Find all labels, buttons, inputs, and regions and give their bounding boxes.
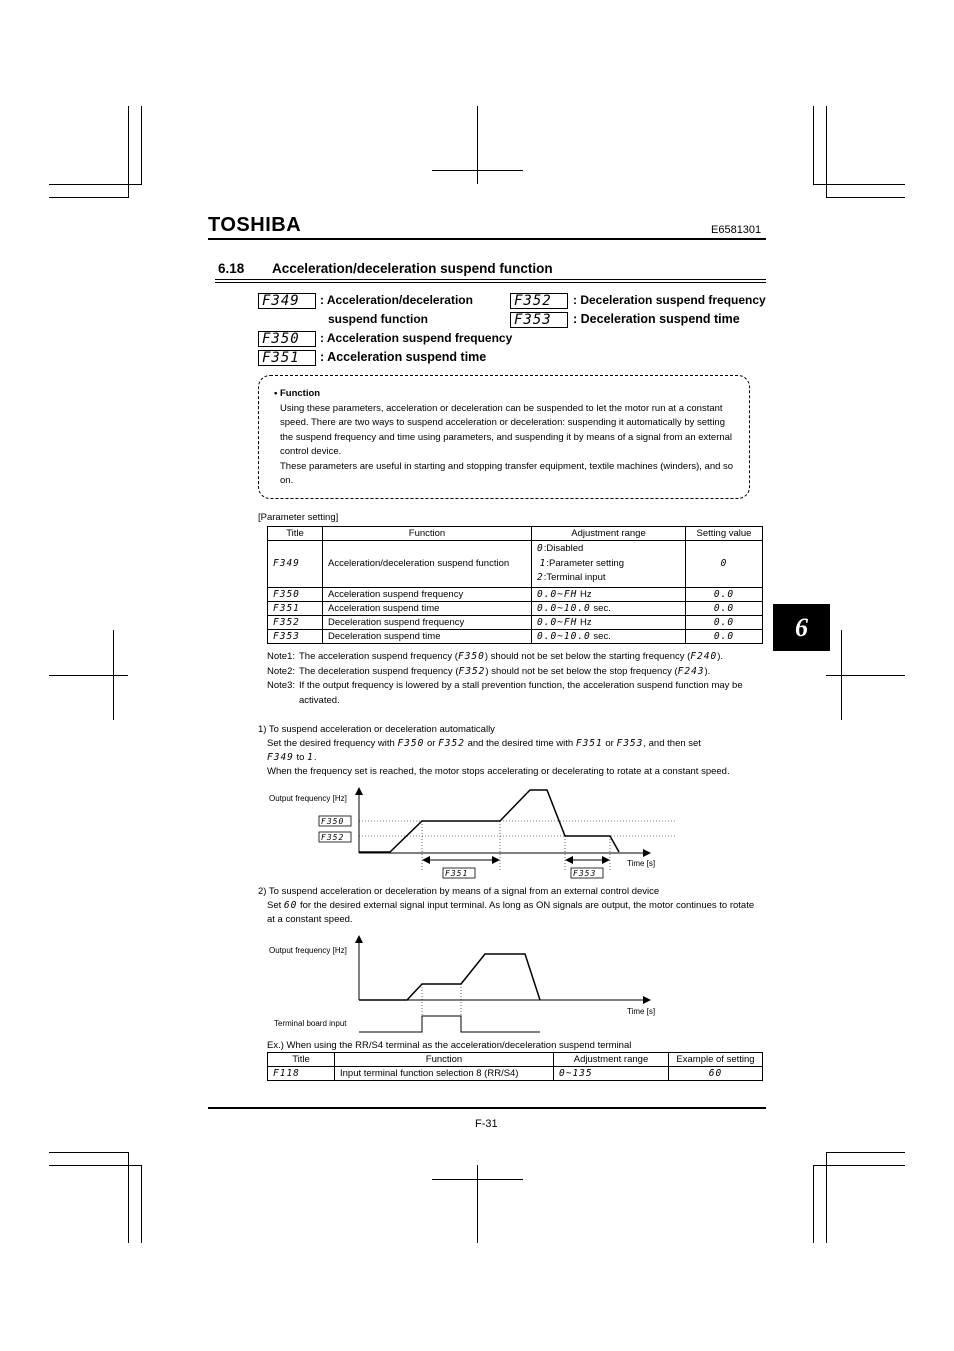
crop-mark [49,1152,129,1153]
section-number: 6.18 [218,261,245,276]
text: for the desired external signal input terminal. As long as ON signals are output, the motor continues to rotate at a constant speed. [267,900,755,925]
param-label-f349: : Acceleration/deceleration [320,293,473,307]
crop-mark [113,630,114,720]
range-value: 0.0~10.0 [537,630,591,642]
parameter-setting-label: [Parameter setting] [258,512,339,523]
range-unit: sec. [593,602,611,614]
table-cell [532,629,686,643]
param-code-f350: F350 [258,331,316,347]
crop-mark [432,170,523,171]
function-paragraph: These parameters are useful in starting and stopping transfer equipment, textile machines (winders), and so on. [280,460,734,486]
table-row [268,1067,763,1081]
crop-mark [49,184,142,185]
param-label-f351: : Acceleration suspend time [320,350,487,364]
y-axis-label: Output frequency [Hz] [269,794,347,803]
chart-label-f353: F353 [573,869,597,878]
function-description [274,387,734,489]
option-text: :Parameter setting [546,557,624,569]
text: and the desired time with [464,738,576,749]
table-cell: F353 [268,629,323,643]
crop-mark [826,1152,827,1243]
crop-mark [49,675,128,676]
table-cell: Acceleration suspend frequency [323,587,532,601]
table-row [268,601,763,615]
note [267,679,762,708]
range-unit: sec. [593,630,611,642]
chapter-tab: 6 [773,604,830,651]
table-cell: Input terminal function selection 8 (RR/S4) [335,1067,554,1081]
param-code: F350 [397,738,425,749]
table-cell: 0.0 [686,601,763,615]
crop-mark [477,1165,478,1243]
table-cell: 0.0 [686,629,763,643]
y-axis-label: Output frequency [Hz] [269,946,347,955]
text: or [424,738,439,749]
page-number: F-31 [475,1118,498,1130]
table-cell: F351 [268,601,323,615]
param-code-f349: F349 [258,293,316,309]
table-row [268,629,763,643]
table-cell: Acceleration/deceleration suspend function [323,541,532,588]
param-code: F353 [616,738,644,749]
example-table [267,1052,763,1081]
table-cell [532,587,686,601]
text: or [602,738,617,749]
option-text: :Terminal input [543,572,606,583]
range-value: 0.0~10.0 [537,602,591,614]
terminal-input-label: Terminal board input [274,1019,347,1028]
chart-label-f350: F350 [321,817,345,826]
crop-mark [477,106,478,184]
text: When the frequency set is reached, the motor stops accelerating or decelerating to rotate at a constant speed. [267,766,730,777]
crop-mark [813,184,905,185]
terminal-signal [359,1016,540,1032]
crop-mark [141,106,142,184]
table-header: Function [323,527,532,541]
crop-mark [813,1165,814,1243]
header-rule [208,238,766,240]
text: Set [267,900,284,911]
table-header-row [268,1053,763,1067]
table-cell: Acceleration suspend time [323,601,532,615]
frequency-time-diagram-1 [255,780,675,880]
table-cell: F350 [268,587,323,601]
range-value: 0.0~FH [537,588,578,600]
crop-mark [813,106,814,184]
x-axis-label: Time [s] [627,1007,656,1016]
method-title: 1) To suspend acceleration or deceleration automatically [258,724,495,735]
table-cell: 0 [686,541,763,588]
param-code: F351 [575,738,603,749]
option-text: :Disabled [543,543,584,554]
table-cell: F349 [268,541,323,588]
frequency-curve [359,954,540,1000]
table-cell: 0~135 [554,1067,669,1081]
note-text: The deceleration suspend frequency ( [299,665,459,677]
table-header-row [268,527,763,541]
frequency-time-diagram-2 [255,930,675,1038]
table-cell: F118 [268,1067,335,1081]
table-cell [532,615,686,629]
table-cell [532,541,686,588]
section-title [218,261,553,276]
param-code: F352 [438,738,465,749]
method-2 [258,885,758,927]
function-paragraph: Using these parameters, acceleration or deceleration can be suspended to let the motor run at a constant speed. There are two ways to suspend acceleration or deceleration: suspending it automatically by setting the suspend frequency and time using parameters, and suspending it by means of a signal from an external control device. [280,402,733,457]
option-code: 0 [537,543,544,554]
method-body [258,899,758,927]
table-header: Adjustment range [554,1053,669,1067]
table-cell: F352 [268,615,323,629]
brand-logo: TOSHIBA [208,214,302,236]
note-text: ). [704,665,711,677]
param-label-f350: : Acceleration suspend frequency [320,331,513,345]
table-cell: 0.0 [686,587,763,601]
param-code-f353: F353 [510,312,568,328]
note-text: If the output frequency is lowered by a stall prevention function, the acceleration suspend function may be activated. [299,680,743,706]
note-text: ) should not be set below the stop frequency ( [485,665,678,677]
crop-mark [826,675,905,676]
param-code: 1 [307,752,314,763]
crop-mark [128,1152,129,1243]
table-cell: 60 [669,1067,763,1081]
note [267,665,762,680]
param-code-f352: F352 [510,293,568,309]
text: , and then set [643,738,701,749]
chart-label-f351: F351 [445,869,469,878]
table-row [268,541,763,588]
note-key: Note2: [267,665,295,677]
section-heading: Acceleration/deceleration suspend function [272,261,553,276]
table-header: Setting value [686,527,763,541]
crop-mark [49,197,129,198]
range-unit: Hz [579,616,592,628]
parameter-table [267,526,763,644]
note-key: Note3: [267,680,295,691]
function-heading: • Function [274,388,321,399]
table-header: Adjustment range [532,527,686,541]
text: Set the desired frequency with [267,738,398,749]
x-axis-label: Time [s] [627,859,656,868]
param-code: 60 [283,900,298,911]
param-label-f349-line2: suspend function [328,312,428,326]
notes [267,650,762,708]
option-code: 1 [539,557,547,569]
text: . [313,752,317,763]
table-header: Title [268,1053,335,1067]
crop-mark [826,197,905,198]
table-cell: 0.0 [686,615,763,629]
range-unit: Hz [579,588,592,600]
crop-mark [841,630,842,720]
table-header: Example of setting [669,1053,763,1067]
table-cell [532,601,686,615]
method-1 [258,723,758,779]
crop-mark [826,1152,905,1153]
param-code: F350 [457,651,485,662]
method-body [258,737,758,779]
param-code: F243 [677,665,705,677]
param-code: F352 [458,665,486,677]
footer-rule [208,1107,766,1109]
range-value: 0.0~FH [537,616,578,628]
table-cell: Deceleration suspend frequency [323,615,532,629]
note-key: Note1: [267,651,295,662]
note-text: The acceleration suspend frequency ( [299,651,458,662]
document-number: E6581301 [711,224,762,236]
example-caption: Ex.) When using the RR/S4 terminal as the acceleration/deceleration suspend terminal [267,1040,632,1051]
param-code: F240 [690,651,718,662]
table-header: Function [335,1053,554,1067]
table-row [268,587,763,601]
param-code-f351: F351 [258,350,316,366]
param-label-f352: : Deceleration suspend frequency [573,293,766,307]
param-label-f353: : Deceleration suspend time [573,312,740,326]
note [267,650,762,665]
note-text: ) should not be set below the starting frequency ( [484,651,691,662]
param-code: F349 [267,752,294,763]
note-text: ). [717,651,723,662]
crop-mark [141,1165,142,1243]
table-row [268,615,763,629]
table-header: Title [268,527,323,541]
table-cell: Deceleration suspend time [323,629,532,643]
section-rule [215,282,766,283]
chart-label-f352: F352 [321,833,345,842]
option-code: 2 [537,572,544,583]
method-title: 2) To suspend acceleration or deceleration by means of a signal from an external control device [258,886,660,897]
text: to [293,752,308,763]
section-rule [215,279,766,280]
